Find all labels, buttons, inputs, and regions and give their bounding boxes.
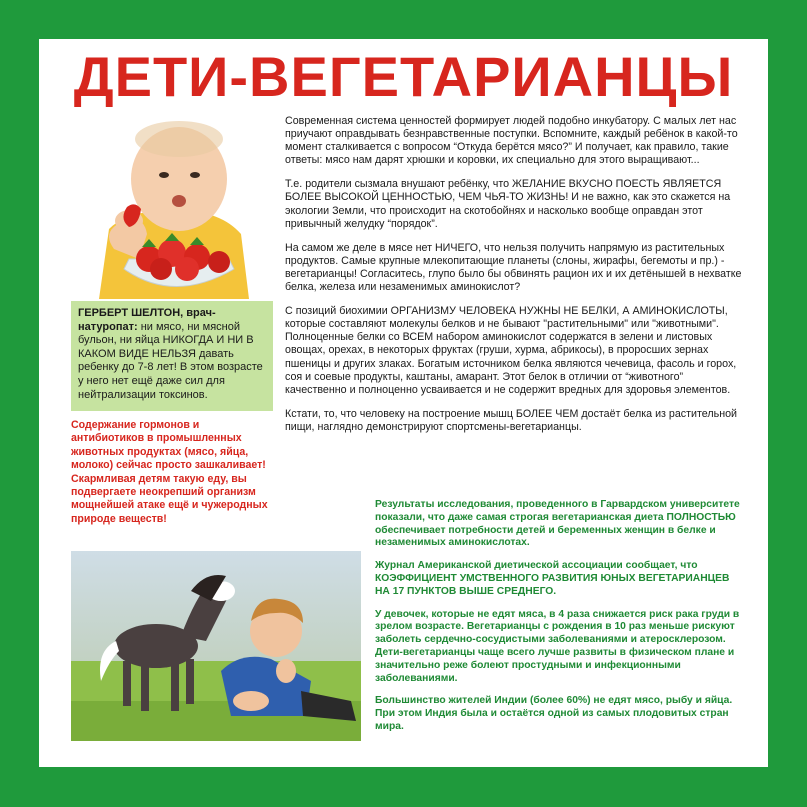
poster (39, 39, 768, 767)
main-paragraph: Кстати, то, что человеку на построение мышц БОЛЕЕ ЧЕМ достаёт белка из растительной пищи, наглядно демонстрируют спортсмены-вегетарианцы. (285, 407, 738, 433)
main-paragraph: Т.е. родители сызмала внушают ребёнку, что ЖЕЛАНИЕ ВКУСНО ПОЕСТЬ ЯВЛЯЕТСЯ БОЛЕЕ ВЫСОКОЙ ЦЕННОСТЬЮ, ЧЕМ ЧЬЯ-ТО ЖИЗНЬ! И не важно, как это скажется на экологии Земли, что происходит на скотобойнях и насколько вообще оправдан этот привычный желудку “порядок”. (285, 178, 731, 230)
fact-paragraph: Журнал Американской диетической ассоциации сообщает, что КОЭФФИЦИЕНТ УМСТВЕННОГО РАЗВИТИЯ ЮНЫХ ВЕГЕТАРИАНЦЕВ НА 17 ПУНКТОВ ВЫШЕ СРЕДНЕГО. (375, 560, 730, 597)
boy-with-pony-photo (71, 551, 361, 741)
herbert-name: ГЕРБЕРТ ШЕЛТОН, врач-натуропат: (78, 307, 216, 333)
herbert-text: ни мясо, ни мясной бульон, ни яйца НИКОГДА И НИ В КАКОМ ВИДЕ НЕЛЬЗЯ давать ребенку до 7-8 лет! В этом возрасте у него нет ещё даже сил для нейтрализации токсинов. (78, 320, 263, 401)
fact-paragraph: Результаты исследования, проведенного в Гарвардском университете показали, что даже самая строгая вегетарианская диета ПОЛНОСТЬЮ обеспечивает потребности детей и беременных женщин в белке и незаменимых аминокислотах. (375, 499, 740, 549)
main-article (285, 115, 747, 445)
main-paragraph: На самом же деле в мясе нет НИЧЕГО, что нельзя получить напрямую из растительных продуктов. Самые крупные млекопитающие планеты (слоны, жирафы, бегемоты и пр.) - вегетарианцы! Согласитесь, глупо было бы обвинять рацион их и их детёнышей в нехватке белка, железа или незаменимых аминокислот? (285, 241, 742, 294)
main-paragraph: С позиций биохимии ОРГАНИЗМУ ЧЕЛОВЕКА НУЖНЫ НЕ БЕЛКИ, А АМИНОКИСЛОТЫ, которые составляют молекулы белков и не бывают "растительными" или "животными". Полноценные белки со ВСЕМ набором аминокислот содержатся в зелени и листовых овощах, орехах, в некоторых фруктах (груши, хурма, абрикосы), в проросших зернах пшеницы и других злаках. Богатым источником белка являются чечевица, фасоль и горох, соя и соевые продукты, каштаны, амарант. Этот белок в отличии от “животного” качественно и полноценно усваивается и не содержит вредных для здоровья элементов. (285, 305, 737, 396)
hormones-warning: Содержание гормонов и антибиотиков в промышленных животных продуктах (мясо, яйца, молоко) сейчас просто зашкаливает! Скармливая детям такую еду, вы подвергаете неокрепший организм мощнейшей атаке ещё и чужеродных природе веществ! (71, 419, 268, 525)
main-paragraph: Современная система ценностей формирует людей подобно инкубатору. С малых лет нас приучают оправдывать безнравственные поступки. Вспомните, каждый ребёнок в какой-то момент сталкивается с вопросом “Откуда берётся мясо?” И получает, как правило, такие ответы: мясо нам дарят хрюшки и коровки, их специально для этого выращивают... (285, 115, 738, 167)
baby-photo (69, 109, 279, 299)
poster-title: ДЕТИ-ВЕГЕТАРИАНЦЫ (73, 45, 734, 108)
herbert-quote-box (71, 301, 273, 411)
fact-paragraph: У девочек, которые не едят мяса, в 4 раза снижается риск рака груди в зрелом возрасте. Вегетарианцы с рождения в 10 раз меньше рискуют заболеть сердечно-сосудистыми заболеваниями и атеросклерозом. Дети-вегетарианцы чаще всего лучше развиты в физическом плане и значительно реже болеют простудными и инфекционными заболеваниями. (375, 608, 740, 684)
fact-paragraph: Большинство жителей Индии (более 60%) не едят мясо, рыбу и яйца. При этом Индия была и остаётся одной из самых плодовитых стран мира. (375, 695, 733, 732)
research-facts (375, 499, 747, 744)
